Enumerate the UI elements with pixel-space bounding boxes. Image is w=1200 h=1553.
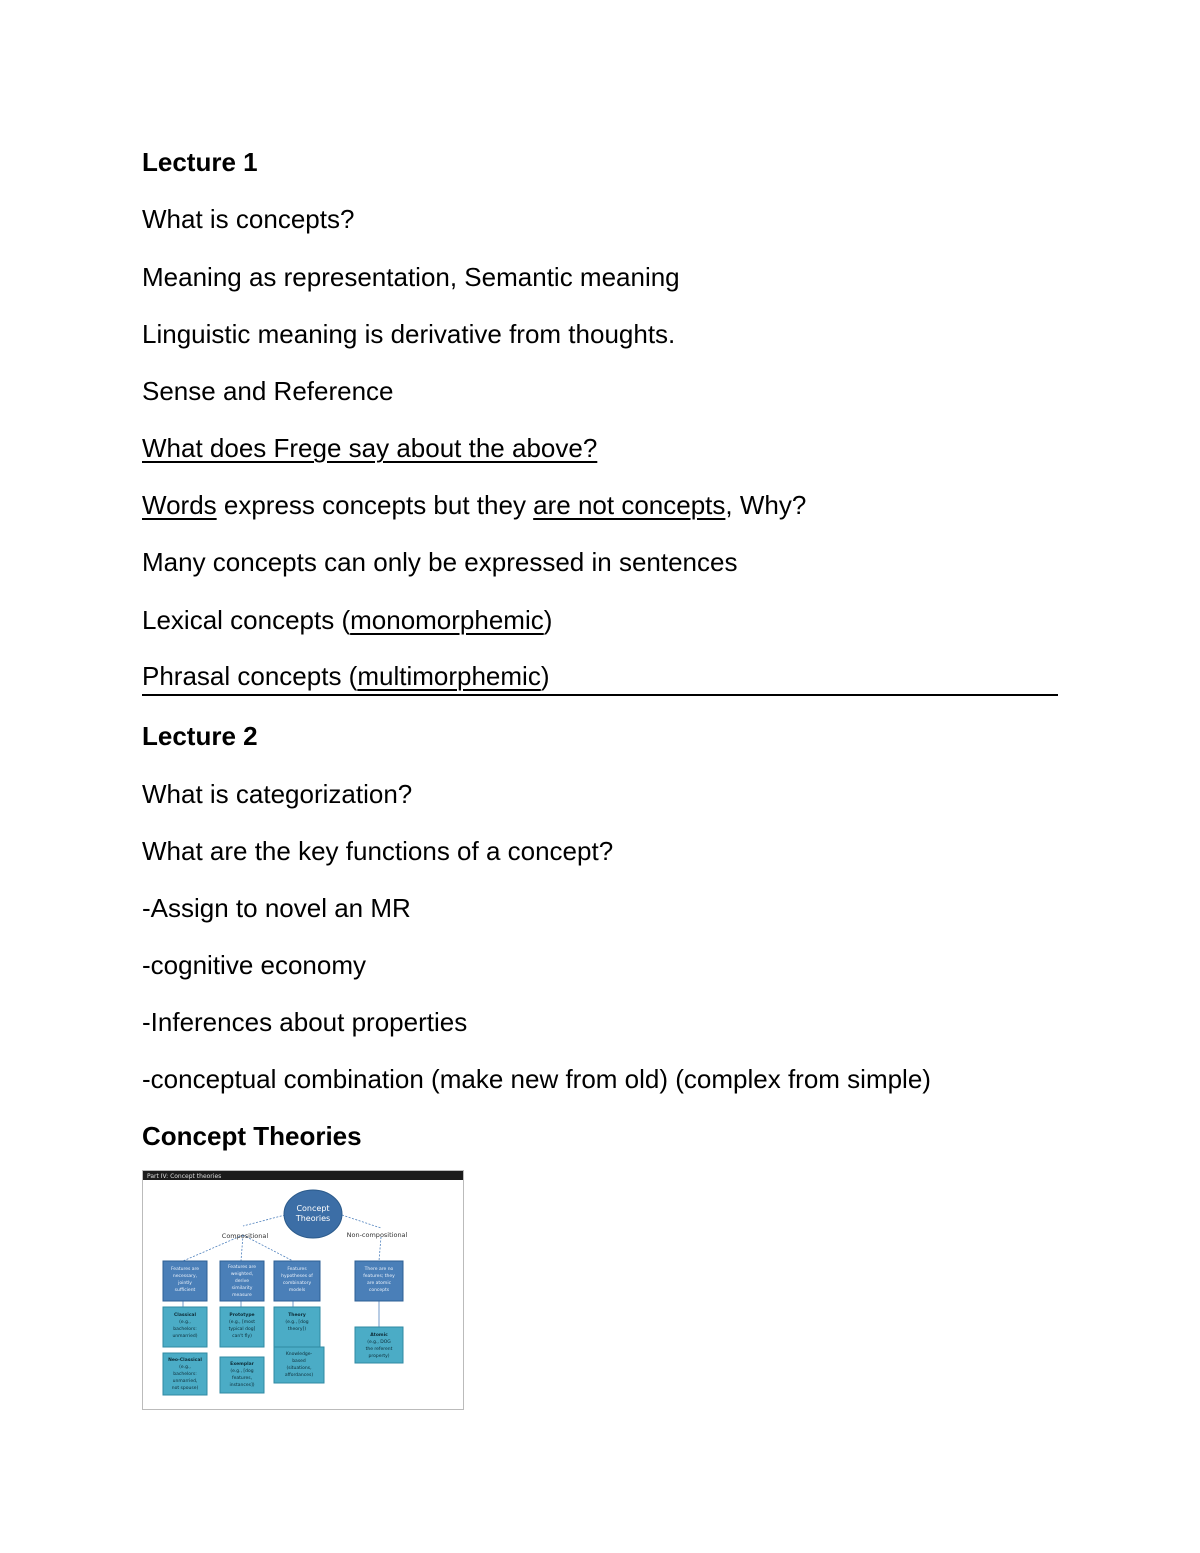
line-phrasal-concepts xyxy=(142,660,550,692)
monomorphemic-term: monomorphemic xyxy=(350,605,544,635)
theory-1-l3: bachelors: xyxy=(173,1327,197,1332)
extra-2-l2: (e.g., [dog xyxy=(230,1369,254,1374)
lexical-prefix: Lexical concepts ( xyxy=(142,605,351,635)
extra-2-l4: instances]) xyxy=(229,1383,255,1388)
line-frege-question: What does Frege say about the above? xyxy=(142,433,598,463)
desc-2-l2: weighted, xyxy=(230,1272,254,1277)
words-middle: express concepts but they xyxy=(216,490,534,520)
line-key-functions: What are the key functions of a concept? xyxy=(142,836,614,866)
phrasal-prefix: Phrasal concepts ( xyxy=(142,661,358,691)
desc-4-l2: features; they xyxy=(363,1274,395,1279)
words-end: , Why? xyxy=(725,490,807,520)
phrasal-suffix: ) xyxy=(540,661,550,691)
line-what-is-concepts: What is concepts? xyxy=(142,204,355,234)
desc-2-l1: Features are xyxy=(227,1265,257,1270)
theory-3-l1: Theory xyxy=(288,1313,306,1318)
line-assign-novel: -Assign to novel an MR xyxy=(142,893,411,923)
words-term: Words xyxy=(142,490,217,520)
desc-4-l3: are atomic xyxy=(366,1281,392,1286)
not-concepts-term: are not concepts xyxy=(533,490,726,520)
concept-theories-heading: Concept Theories xyxy=(142,1121,362,1151)
branch-compositional: Compositional xyxy=(221,1232,269,1240)
desc-2-l4: similarity xyxy=(231,1286,253,1291)
line-linguistic-meaning: Linguistic meaning is derivative from thoughts. xyxy=(142,319,676,349)
concept-theories-diagram xyxy=(142,1170,464,1410)
theory-4-l4: property) xyxy=(368,1354,390,1359)
section-divider xyxy=(142,694,1058,696)
line-conceptual-combination: -conceptual combination (make new from old) (complex from simple) xyxy=(142,1064,931,1094)
desc-3-l3: combinatory xyxy=(282,1281,312,1286)
extra-1-l5: not spouse) xyxy=(171,1386,199,1391)
theory-4-l3: the referent xyxy=(365,1347,393,1352)
theory-4-l2: (e.g., DOG xyxy=(367,1340,391,1345)
theory-2-l3: typical dog] xyxy=(228,1327,256,1332)
extra-1-l2: (e.g., xyxy=(179,1365,191,1370)
desc-2-l3: derive xyxy=(234,1279,250,1284)
theory-1-l4: unmarried) xyxy=(172,1334,198,1339)
line-meaning-representation: Meaning as representation, Semantic meaning xyxy=(142,262,680,292)
root-text-2: Theories xyxy=(295,1214,331,1223)
theory-2-l2: (e.g., [most xyxy=(228,1320,256,1325)
diagram-banner-text: Part IV: Concept theories xyxy=(147,1173,222,1180)
line-sense-reference: Sense and Reference xyxy=(142,376,394,406)
extra-3-l2: based xyxy=(292,1359,306,1364)
desc-3-l4: models xyxy=(288,1288,306,1293)
extra-2-l1: Exemplar xyxy=(230,1362,254,1367)
theory-3-l2: (e.g., [dog xyxy=(285,1320,309,1325)
branch-non-compositional: Non-compositional xyxy=(346,1231,408,1239)
line-inferences: -Inferences about properties xyxy=(142,1007,468,1037)
diagram-svg xyxy=(143,1171,463,1409)
desc-1-l2: necessary, xyxy=(172,1274,198,1279)
desc-1-l4: sufficient xyxy=(174,1288,196,1293)
theory-1-l2: (e.g., xyxy=(179,1320,191,1325)
line-words-express-concepts xyxy=(142,489,806,521)
line-cognitive-economy: -cognitive economy xyxy=(142,950,366,980)
extra-3-l4: affordances) xyxy=(284,1373,314,1378)
extra-1-l4: unmarried, xyxy=(172,1379,198,1384)
theory-1-l1: Classical xyxy=(173,1313,197,1318)
line-categorization: What is categorization? xyxy=(142,779,413,809)
desc-4-l4: concepts xyxy=(368,1288,390,1293)
line-many-concepts: Many concepts can only be expressed in sentences xyxy=(142,547,738,577)
theory-2-l1: Prototype xyxy=(229,1313,255,1318)
theory-4-l1: Atomic xyxy=(370,1333,388,1338)
lecture-2-heading: Lecture 2 xyxy=(142,721,258,751)
theory-2-l4: can't fly) xyxy=(232,1334,252,1339)
line-lexical-concepts xyxy=(142,604,552,636)
extra-1-l3: bachelors: xyxy=(173,1372,197,1377)
theory-3-l3: theory]) xyxy=(287,1327,307,1332)
desc-3-l1: Features xyxy=(287,1267,307,1272)
extra-3-l3: (situations, xyxy=(286,1366,312,1371)
desc-2-l5: measure xyxy=(232,1293,252,1298)
multimorphemic-term: multimorphemic xyxy=(357,661,541,691)
extra-2-l3: features, xyxy=(231,1376,253,1381)
extra-1-l1: Neo-Classical xyxy=(168,1358,202,1363)
lexical-suffix: ) xyxy=(543,605,553,635)
root-text-1: Concept xyxy=(296,1204,330,1213)
lecture-1-heading: Lecture 1 xyxy=(142,147,258,177)
desc-3-l2: hypotheses of xyxy=(281,1274,313,1279)
desc-1-l3: jointly xyxy=(178,1281,192,1286)
desc-1-l1: Features are xyxy=(170,1267,200,1272)
extra-3-l1: Knowledge- xyxy=(285,1352,313,1357)
desc-4-l1: There are no xyxy=(364,1267,394,1272)
